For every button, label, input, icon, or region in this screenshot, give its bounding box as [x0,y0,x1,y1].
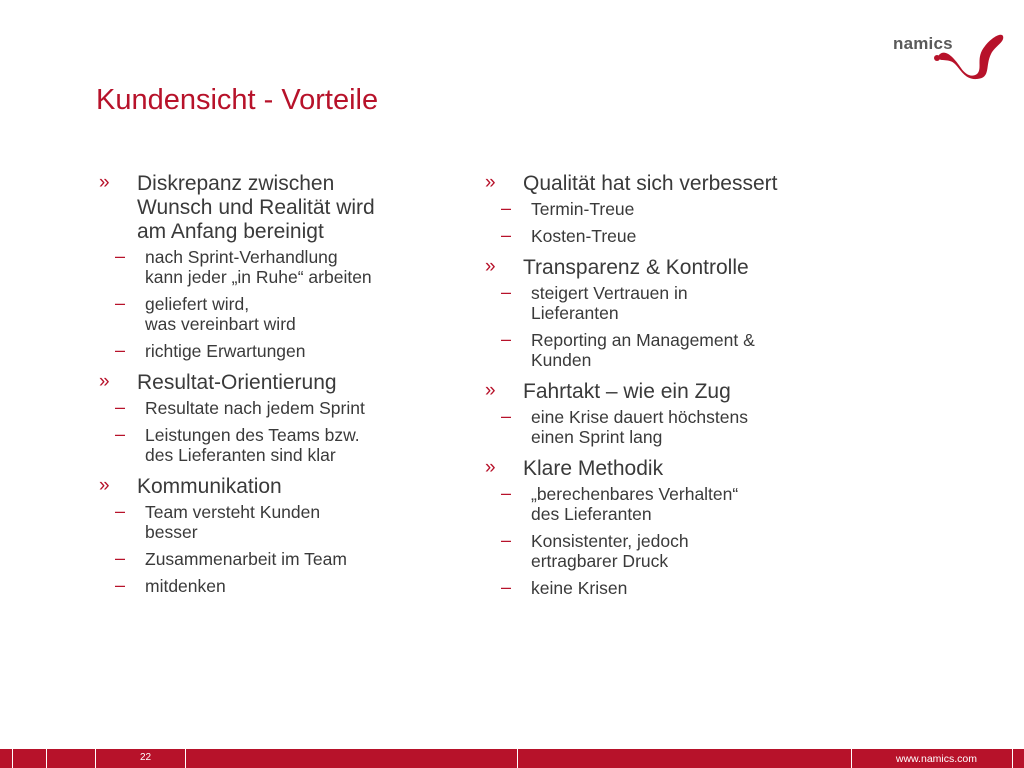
bullet-item [482,457,862,481]
dash-icon: – [115,501,126,521]
sub-item-text: richtige Erwartungen [145,341,306,361]
bullet-item [482,172,862,196]
dash-icon: – [501,225,512,245]
dash-icon: – [501,483,512,503]
bullet-chevron-icon: » [99,475,110,496]
dash-icon: – [115,246,126,266]
dash-icon: – [501,530,512,550]
sub-item [55,576,476,596]
dash-icon: – [501,282,512,302]
sub-item-text: Konsistenter, jedoch ertragbarer Druck [531,531,689,571]
sub-item-text: Reporting an Management & Kunden [531,330,755,370]
bullet-item [482,256,862,280]
sub-item-text: steigert Vertrauen in Lieferanten [531,283,688,323]
sub-item [55,341,476,361]
sub-item-text: Resultate nach jedem Sprint [145,398,365,418]
left-column [96,172,476,606]
sub-list [96,247,476,361]
sub-item [55,398,476,418]
bullet-text: Transparenz & Kontrolle [523,256,749,279]
bullet-text: Klare Methodik [523,457,664,480]
sub-list [96,502,476,596]
namics-logo [893,28,1005,84]
sub-item [55,502,476,542]
sub-list [96,398,476,465]
bullet-item [482,380,862,404]
right-column [482,172,862,608]
bullet-chevron-icon: » [99,172,110,193]
page-number: 22 [140,752,152,763]
bullet-chevron-icon: » [99,371,110,392]
sub-item [441,226,862,246]
bullet-text: Diskrepanz zwischen Wunsch und Realität wird am Anfang bereinigt [137,172,375,243]
dash-icon: – [115,397,126,417]
dash-icon: – [501,329,512,349]
footer-url: www.namics.com [895,753,977,765]
sub-item-text: eine Krise dauert höchstens einen Sprint lang [531,407,748,447]
dash-icon: – [115,424,126,444]
sub-item [55,294,476,334]
bullet-chevron-icon: » [485,380,496,401]
bullet-text: Fahrtakt – wie ein Zug [523,380,731,403]
sub-item-text: keine Krisen [531,578,628,598]
sub-item [441,578,862,598]
sub-item [55,247,476,287]
sub-item [441,531,862,571]
footer-bar [0,749,1024,768]
dash-icon: – [115,548,126,568]
bullet-text: Resultat-Orientierung [137,371,337,394]
sub-list [482,199,862,246]
sub-item [55,549,476,569]
sub-item-text: geliefert wird, was vereinbart wird [145,294,296,334]
sub-item-text: Leistungen des Teams bzw. des Lieferanten sind klar [145,425,360,465]
logo-swoosh-icon [931,28,1005,80]
sub-item-text: Kosten-Treue [531,226,637,246]
dash-icon: – [501,198,512,218]
sub-list [482,484,862,598]
dash-icon: – [115,293,126,313]
sub-item [441,484,862,524]
bullet-item [96,172,476,244]
sub-item-text: „berechenbares Verhalten“ des Lieferanten [531,484,739,524]
logo-text: namics [893,34,953,53]
bullet-item [96,475,476,499]
sub-item [441,283,862,323]
sub-item [441,407,862,447]
dash-icon: – [501,577,512,597]
bullet-chevron-icon: » [485,256,496,277]
bullet-chevron-icon: » [485,457,496,478]
sub-item-text: Termin-Treue [531,199,635,219]
bullet-item [96,371,476,395]
bullet-text: Qualität hat sich verbessert [523,172,778,195]
sub-item-text: Zusammenarbeit im Team [145,549,347,569]
dash-icon: – [501,406,512,426]
sub-item [441,199,862,219]
page-title: Kundensicht - Vorteile [96,84,379,116]
bullet-chevron-icon: » [485,172,496,193]
sub-list [482,283,862,370]
sub-item-text: Team versteht Kunden besser [145,502,321,542]
dash-icon: – [115,575,126,595]
sub-list [482,407,862,447]
sub-item-text: nach Sprint-Verhandlung kann jeder „in Ruhe“ arbeiten [145,247,372,287]
bullet-text: Kommunikation [137,475,282,498]
sub-item [55,425,476,465]
dash-icon: – [115,340,126,360]
sub-item-text: mitdenken [145,576,226,596]
sub-item [441,330,862,370]
